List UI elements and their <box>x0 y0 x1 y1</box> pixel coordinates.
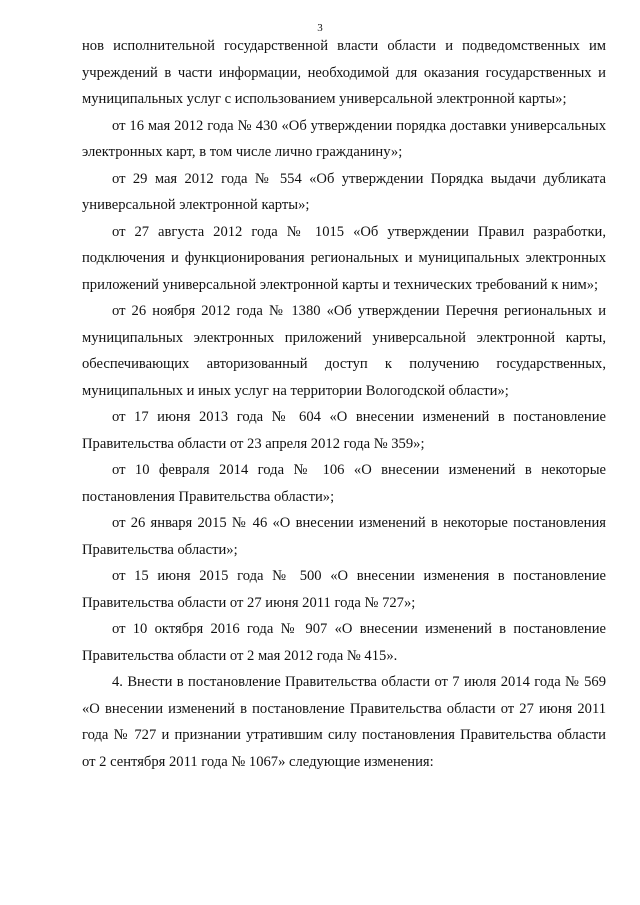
paragraph-item: от 10 февраля 2014 года № 106 «О внесении изменений в некоторые постановления Правительства области»; <box>82 462 606 505</box>
paragraph-item: от 17 июня 2013 года № 604 «О внесении изменений в постановление Правительства области от 23 апреля 2012 года № 359»; <box>82 409 606 452</box>
paragraph-item: от 26 января 2015 № 46 «О внесении изменений в некоторые постановления Правительства области»; <box>82 515 606 558</box>
paragraph-item: от 26 ноября 2012 года № 1380 «Об утверждении Перечня региональных и муниципальных электронных приложений универсальной электронной карты, обеспечивающих авторизованный доступ к получению государственных, муниципальных и иных услуг на территории Вологодской области»; <box>82 303 606 399</box>
document-body <box>82 33 606 775</box>
paragraph-item: от 29 мая 2012 года № 554 «Об утверждении Порядка выдачи дубликата универсальной электронной карты»; <box>82 170 606 213</box>
paragraph-item: от 16 мая 2012 года № 430 «Об утверждении порядка доставки универсальных электронных карт, в том числе лично гражданину»; <box>82 117 606 160</box>
paragraph-item: от 10 октября 2016 года № 907 «О внесении изменений в постановление Правительства области от 2 мая 2012 года № 415». <box>82 621 606 664</box>
paragraph-item: от 15 июня 2015 года № 500 «О внесении изменения в постановление Правительства области от 27 июня 2011 года № 727»; <box>82 568 606 611</box>
paragraph-section-4: 4. Внести в постановление Правительства области от 7 июля 2014 года № 569 «О внесении изменений в постановление Правительства области от 27 июня 2011 года № 727 и признании утратившим силу постановления Правительства области от 2 сентября 2011 года № 1067» следующие изменения: <box>82 674 606 770</box>
paragraph-continuation: нов исполнительной государственной власти области и подведомственных им учреждений в части информации, необходимой для оказания государственных и муниципальных услуг с использованием универсальной электронной карты»; <box>82 38 606 107</box>
page-number: 3 <box>317 22 323 34</box>
paragraph-item: от 27 августа 2012 года № 1015 «Об утверждении Правил разработки, подключения и функционирования региональных и муниципальных электронных приложений универсальной электронной карты и технических требований к ним»; <box>82 223 606 293</box>
